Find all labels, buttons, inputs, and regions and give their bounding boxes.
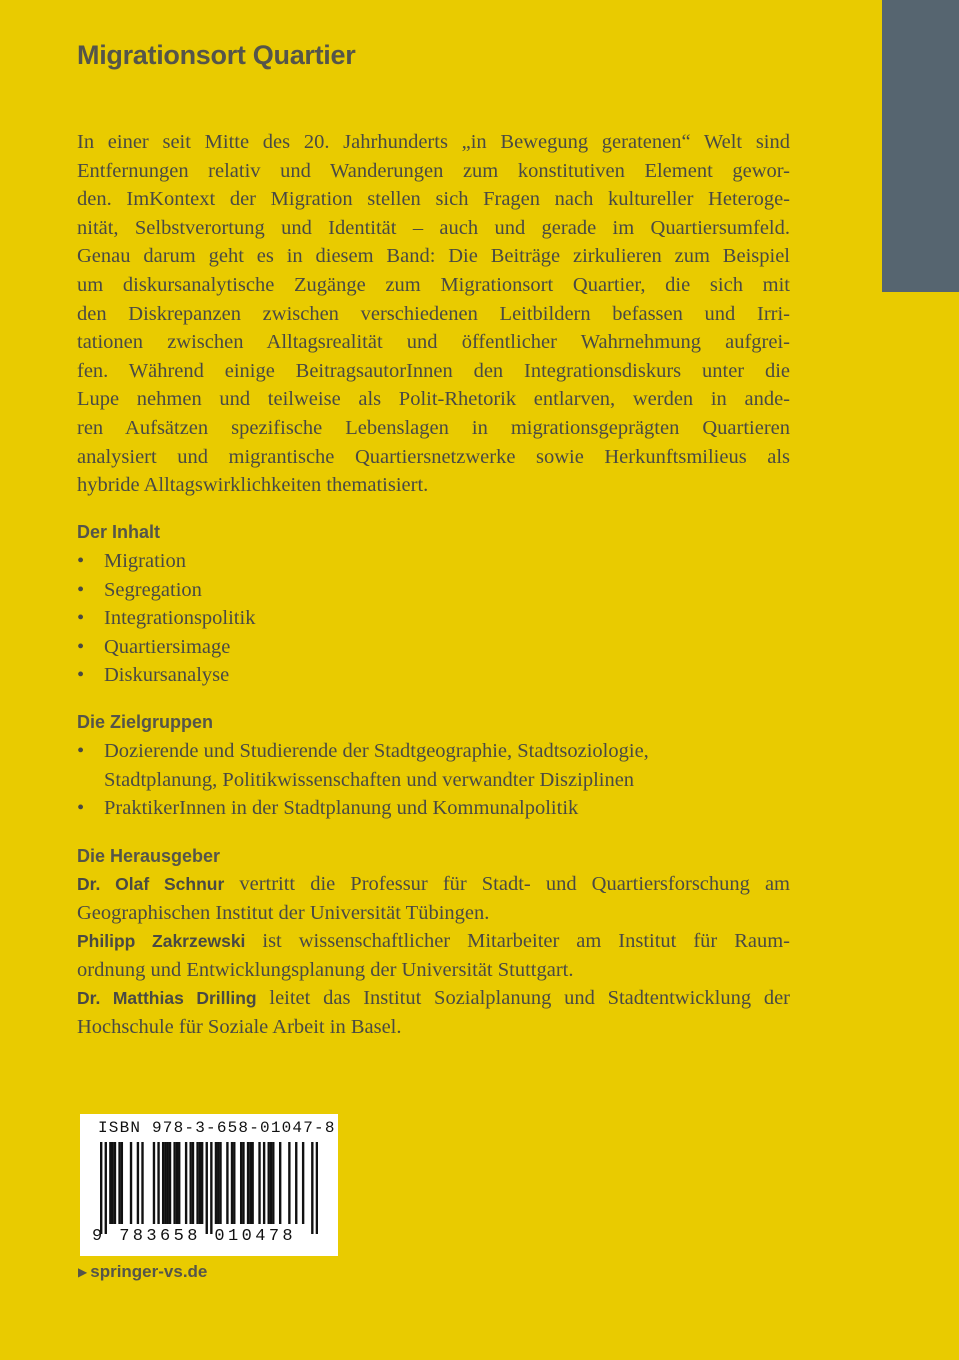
barcode-bar xyxy=(302,1142,304,1224)
barcode-bar xyxy=(169,1142,171,1224)
barcode-bar xyxy=(105,1142,107,1234)
barcode-bar xyxy=(215,1142,217,1224)
barcode-bar xyxy=(192,1142,194,1224)
barcode-bar xyxy=(121,1142,123,1224)
barcode-bar xyxy=(268,1142,270,1224)
blurb-text xyxy=(77,128,790,500)
isbn-number: ISBN 978-3-658-01047-8 xyxy=(98,1119,336,1137)
blurb-line: Entfernungen relativ und Wanderungen zum konstitutiven Element gewor- xyxy=(77,159,790,182)
barcode-bar xyxy=(272,1142,274,1224)
barcode-bar xyxy=(249,1142,251,1224)
barcode-bar xyxy=(162,1142,164,1224)
list-item: • Segregation xyxy=(77,576,790,605)
list-item: • Integrationspolitik xyxy=(77,604,790,633)
list-item: • Migration xyxy=(77,547,790,576)
barcode-bar xyxy=(178,1142,180,1224)
inhalt-heading: Der Inhalt xyxy=(77,522,161,542)
barcode-bar xyxy=(176,1142,178,1224)
blurb-line: hybride Alltagswirklichkeiten thematisiert. xyxy=(77,474,429,497)
editor-name: Philipp Zakrzewski xyxy=(77,931,246,952)
herausgeber-text xyxy=(77,870,790,1042)
barcode-bar xyxy=(233,1142,235,1224)
blurb-line: Lupe nehmen und teilweise als Polit-Rhetorik entlarven, werden in ande- xyxy=(77,388,790,411)
barcode-bar xyxy=(114,1142,116,1224)
barcode-bar xyxy=(210,1142,212,1234)
blurb-line: den Diskrepanzen zwischen verschiedenen Leitbildern befassen und Irri- xyxy=(77,302,790,325)
barcode-bar xyxy=(279,1142,281,1224)
herausgeber-heading: Die Herausgeber xyxy=(77,846,221,866)
bullet-icon: • xyxy=(77,635,85,658)
barcode-bar xyxy=(185,1142,187,1224)
list-item: • Diskursanalyse xyxy=(77,661,790,690)
barcode-bar xyxy=(226,1142,228,1224)
editor-line: Hochschule für Soziale Arbeit in Basel. xyxy=(77,1015,402,1038)
barcode-bar xyxy=(217,1142,219,1224)
barcode-bar xyxy=(189,1142,191,1224)
barcode-bar xyxy=(288,1142,290,1224)
barcode-bar xyxy=(130,1142,132,1224)
barcode-bar xyxy=(199,1142,201,1224)
barcode-bar xyxy=(247,1142,249,1224)
barcode-bar xyxy=(242,1142,244,1224)
barcode-bar xyxy=(137,1142,139,1224)
blurb-line: den. ImKontext der Migration stellen sich Fragen nach kultureller Heteroge- xyxy=(77,188,790,211)
blurb-line: fen. Während einige BeitragsautorInnen den Integrationsdiskurs unter die xyxy=(77,359,790,382)
barcode-bar xyxy=(201,1142,203,1224)
book-title: Migrationsort Quartier xyxy=(77,40,356,70)
barcode-bar xyxy=(258,1142,260,1224)
barcode-bar xyxy=(100,1142,102,1234)
barcode-bar xyxy=(111,1142,113,1224)
barcode-bar xyxy=(153,1142,155,1224)
barcode-bar xyxy=(219,1142,221,1224)
blurb-line: analysiert und migrantische Quartiersnetzwerke sowie Herkunftsmilieus als xyxy=(77,445,790,468)
barcode-icon xyxy=(100,1142,318,1234)
zielgruppen-list xyxy=(77,737,790,823)
barcode-bar xyxy=(164,1142,166,1224)
barcode-bar xyxy=(231,1142,233,1224)
editor-line: Dr. Olaf Schnur vertritt die Professur für Stadt- und Quartiersforschung am xyxy=(77,873,791,895)
blurb-line: Genau darum geht es in diesem Band: Die Beiträge zirkulieren zum Beispiel xyxy=(77,245,790,268)
bullet-icon: • xyxy=(77,607,85,630)
barcode-bar xyxy=(157,1142,159,1224)
publisher-link[interactable] xyxy=(78,1262,207,1282)
barcode-bar xyxy=(263,1142,265,1224)
bullet-icon: • xyxy=(77,578,85,601)
barcode-bar xyxy=(270,1142,272,1224)
bullet-icon: • xyxy=(77,664,85,687)
inhalt-list xyxy=(77,547,790,690)
bullet-icon: • xyxy=(77,740,85,762)
publisher-url: springer-vs.de xyxy=(90,1262,208,1281)
barcode-bar xyxy=(118,1142,120,1224)
list-item: • Dozierende und Studierende der Stadtgeographie, Stadtsoziologie, Stadtplanung, Politikwissenschaften und verwandter Disziplinen xyxy=(77,737,790,794)
list-item: • Quartiersimage xyxy=(77,633,790,662)
bullet-icon: • xyxy=(77,550,85,572)
zielgruppen-heading: Die Zielgruppen xyxy=(77,712,214,732)
barcode-bar xyxy=(196,1142,198,1224)
barcode-bar xyxy=(295,1142,297,1224)
blurb-line: ren Aufsätzen spezifische Lebenslagen in migrationsgeprägten Quartieren xyxy=(77,416,790,439)
blurb-line: nität, Selbstverortung und Identität – auch und gerade im Quartiersumfeld. xyxy=(77,216,790,239)
barcode-bar xyxy=(240,1142,242,1224)
blurb-line: tationen zwischen Alltagsrealität und öffentlicher Wahrnehmung aufgrei- xyxy=(77,331,790,354)
isbn-barcode xyxy=(80,1114,338,1256)
editor-line: ordnung und Entwicklungsplanung der Universität Stuttgart. xyxy=(77,958,574,981)
editor-line: Philipp Zakrzewski ist wissenschaftlicher Mitarbeiter am Institut für Raum- xyxy=(77,930,791,953)
ean-number: 9 783658 010478 xyxy=(92,1227,297,1246)
editor-name: Dr. Matthias Drilling xyxy=(77,988,257,1009)
bullet-icon: • xyxy=(77,797,85,820)
barcode-bar xyxy=(311,1142,313,1234)
barcode-bar xyxy=(206,1142,208,1234)
barcode-bar xyxy=(316,1142,318,1234)
list-item: • PraktikerInnen in der Stadtplanung und Kommunalpolitik xyxy=(77,794,790,823)
blurb-line: In einer seit Mitte des 20. Jahrhunderts „in Bewegung geratenen“ Welt sind xyxy=(77,131,790,153)
blurb-line: um diskursanalytische Zugänge zum Migrationsort Quartier, die sich mit xyxy=(77,273,790,296)
editor-line: Geographischen Institut der Universität Tübingen. xyxy=(77,901,490,924)
arrow-right-icon: ▶ xyxy=(78,1265,88,1279)
editor-line: Dr. Matthias Drilling leitet das Institut Sozialplanung und Stadtentwicklung der xyxy=(77,987,791,1010)
barcode-bar xyxy=(167,1142,169,1224)
barcode-bar xyxy=(141,1142,143,1224)
editor-name: Dr. Olaf Schnur xyxy=(77,874,225,894)
barcode-bar xyxy=(109,1142,111,1224)
barcode-bar xyxy=(251,1142,253,1224)
barcode-bar xyxy=(173,1142,175,1224)
grey-corner-tab xyxy=(882,0,959,292)
